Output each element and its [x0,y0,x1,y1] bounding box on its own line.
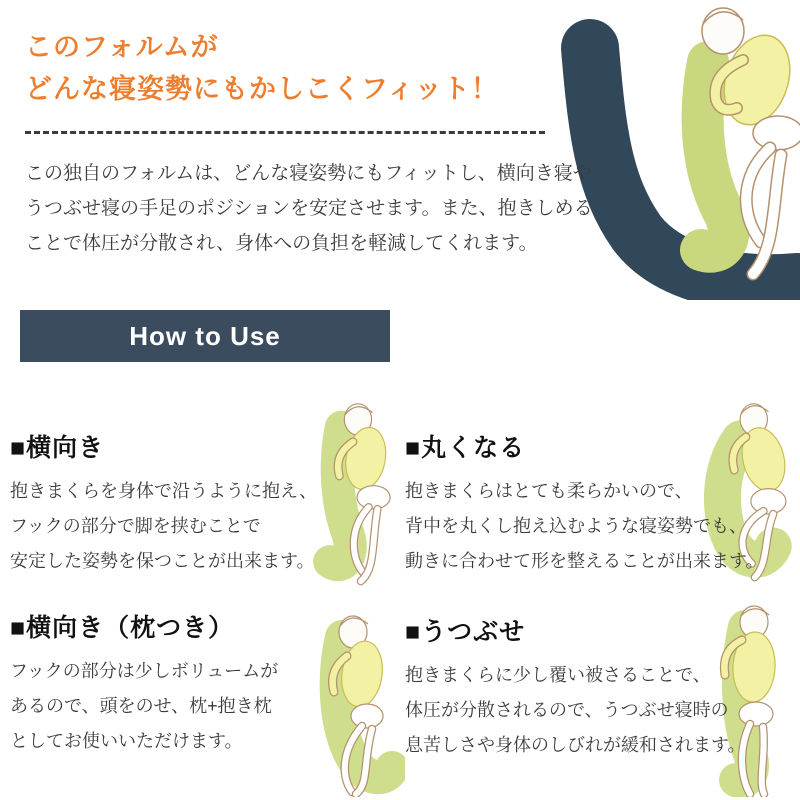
page-title-line2: どんな寝姿勢にもかしこくフィット！ [25,74,499,104]
page-title [25,26,499,110]
section-body [405,474,764,579]
section-body [10,474,317,579]
page-title-line1: このフォルムが [25,32,219,62]
pose-side-sleeping-illustration [303,398,408,588]
section-heading: ■丸くなる [405,434,526,462]
section-body-line: 動きに合わせて形を整えることが出来ます。 [405,551,764,571]
section-side-with-pillow [10,608,278,759]
how-to-use-label: How to Use [129,320,281,351]
hero-description-line1: この独自のフォルムは、どんな寝姿勢にもフィットし、横向き寝や [25,163,592,184]
hero-description-line3: ことで体圧が分散され、身体への負担を軽減してくれます。 [25,233,538,254]
section-curl-up [405,428,764,579]
section-heading: ■横向き [10,434,105,462]
how-to-use-banner [20,310,390,362]
hero-description [25,156,593,261]
section-body [10,654,278,759]
section-body-line: 体圧が分散されるので、うつぶせ寝時の [405,700,729,720]
section-body-line: 息苦しさや身体のしびれが緩和されます。 [405,735,746,755]
section-body-line: 抱きまくらはとても柔らかいので、 [405,481,693,501]
section-body-line: 抱きまくらを身体で沿うように抱え、 [10,481,318,501]
section-side-sleeping [10,428,317,579]
section-body-line: 抱きまくらに少し覆い被さることで、 [405,665,711,685]
section-heading: ■横向き（枕つき） [10,614,235,642]
section-body-line: あるので、頭をのせ、枕+抱き枕 [10,696,272,716]
section-body-line: としてお使いいただけます。 [10,731,243,751]
section-body-line: フックの部分は少しボリュームが [10,661,279,681]
pose-side-with-pillow-illustration [300,602,405,797]
section-face-down [405,612,746,763]
section-body-line: 背中を丸くし抱え込むような寝姿勢でも、 [405,516,747,536]
section-heading: ■うつぶせ [405,618,526,646]
hero-description-line2: うつぶせ寝の手足のポジションを安定させます。また、抱きしめる [25,198,593,219]
section-body-line: 安定した姿勢を保つことが出来ます。 [10,551,315,571]
dashed-divider [25,131,545,134]
section-body-line: フックの部分で脚を挟むことで [10,516,261,536]
section-body [405,658,746,763]
